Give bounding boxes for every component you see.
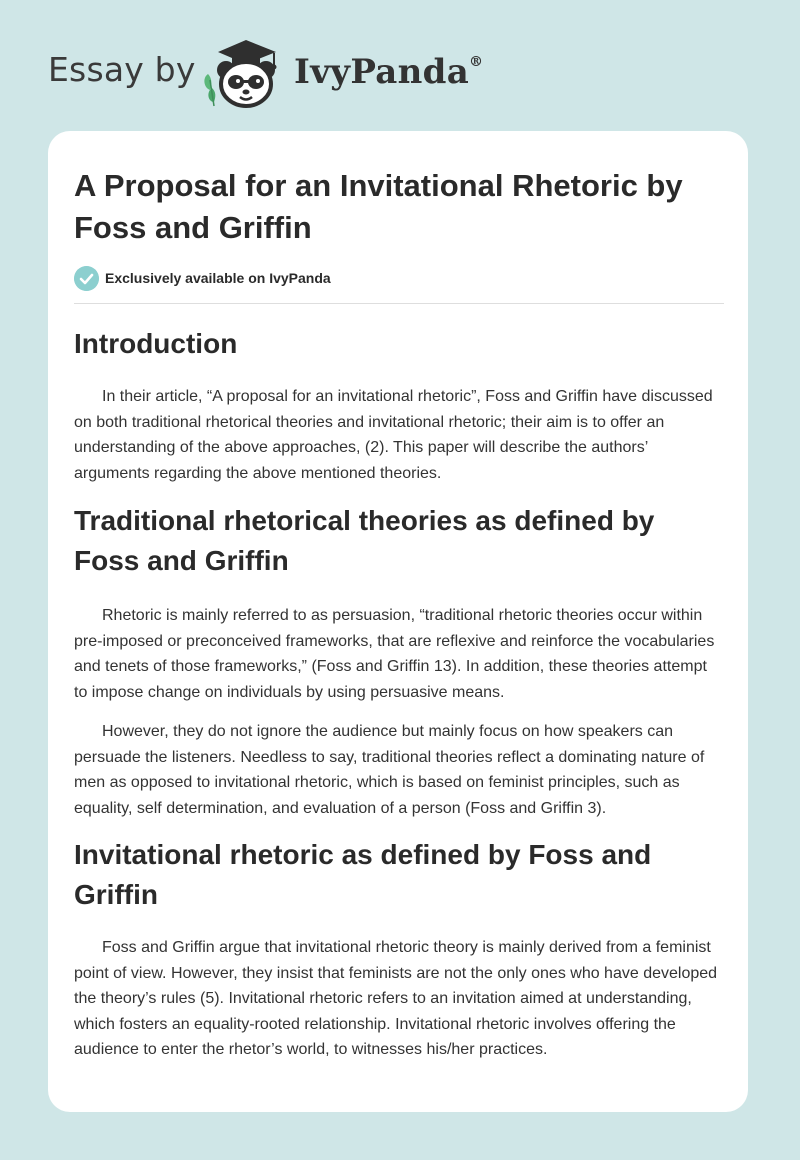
site-header (0, 0, 800, 130)
brand-label: IvyPanda (294, 52, 470, 92)
paragraph: Rhetoric is mainly referred to as persuasion, “traditional rhetoric theories occur within pre-imposed or preconceived frameworks, that are reflexive and reinforce the vocabularies and tenets of those frameworks,” (Foss and Griffin 13). In addition, these theories attempt to impose change on individuals by using persuasive means. (74, 607, 715, 701)
essay-title: A Proposal for an Invitational Rhetoric by Foss and Griffin (74, 168, 683, 245)
panda-graduate-icon[interactable] (200, 34, 292, 110)
essay-by-label: Essay by (48, 50, 196, 89)
section-heading: Traditional rhetorical theories as defined by Foss and Griffin (74, 505, 655, 576)
registered-mark: ® (469, 54, 484, 70)
brand-name[interactable] (294, 52, 483, 92)
title-divider (74, 303, 724, 304)
exclusive-label: Exclusively available on IvyPanda (105, 270, 331, 286)
paragraph: However, they do not ignore the audience but mainly focus on how speakers can persuade the listeners. Needless to say, traditional theories reflect a dominating nature of men as opposed to invitational rhetoric, which is based on feminist principles, such as equality, self determination, and evaluation of a person (Foss and Griffin 3). (74, 723, 705, 817)
exclusive-notice (74, 265, 331, 291)
check-circle-icon (74, 266, 99, 291)
paragraph: Foss and Griffin argue that invitational rhetoric theory is mainly derived from a feminist point of view. However, they insist that feminists are not the only ones who have developed the theory’s rules (5). Invitational rhetoric refers to an invitation aimed at understanding, which fosters an equality-rooted relationship. Invitational rhetoric involves offering the audience to enter the rhetor’s world, to witnesses his/her practices. (74, 939, 718, 1058)
essay-card (48, 131, 748, 1112)
section-heading: Introduction (74, 328, 238, 359)
section-heading: Invitational rhetoric as defined by Foss and Griffin (74, 839, 652, 910)
paragraph: In their article, “A proposal for an invitational rhetoric”, Foss and Griffin have discussed on both traditional rhetorical theories and invitational rhetoric; their aim is to offer an understanding of the above approaches, (2). This paper will describe the authors’ arguments regarding the above mentioned theories. (74, 388, 713, 482)
